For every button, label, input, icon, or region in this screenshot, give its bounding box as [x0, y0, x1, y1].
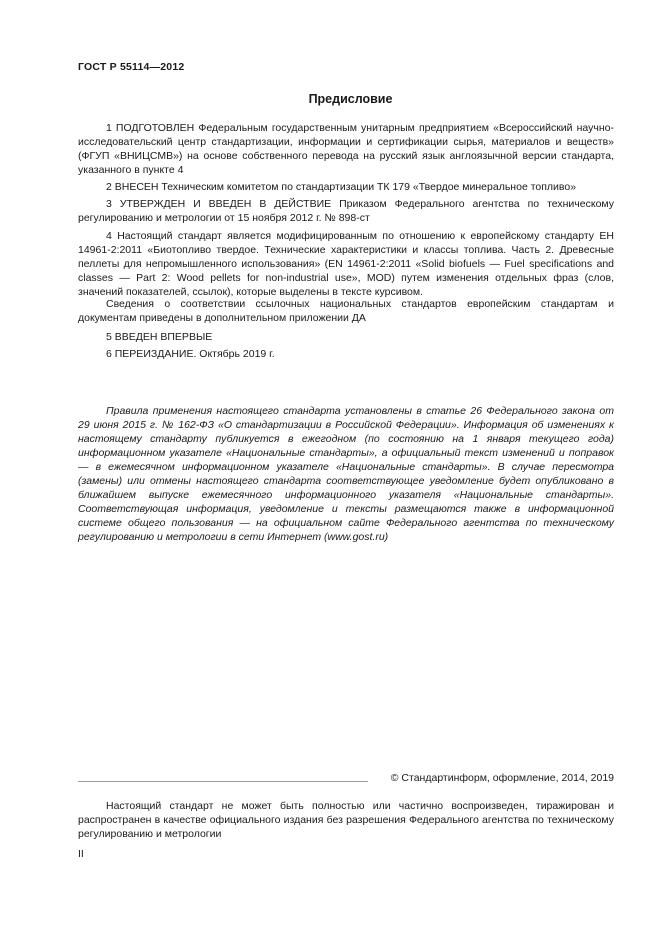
reproduction-restriction	[78, 799, 614, 841]
foreword-item-3	[78, 197, 614, 225]
foreword-item-text: 1 ПОДГОТОВЛЕН Федеральным государственным унитарным предприятием «Всероссийский научно-исследовательский центр стандартизации, информации и сертификации сырья, материалов и веществ» (ФГУП «ВНИЦСМВ») на основе собственного перевода на русский язык англоязычной версии стандарта, указанного в пункте 4	[78, 122, 614, 176]
copyright-line: © Стандартинформ, оформление, 2014, 2019	[390, 772, 614, 784]
copyright-divider	[78, 781, 368, 782]
notice-text: Правила применения настоящего стандарта установлены в статье 26 Федерального закона от 29 июня 2015 г. № 162-ФЗ «О стандартизации в Российской Федерации». Информация об изменениях к настоящему стандарту публикуется в ежегодном (по состоянию на 1 января текущего года) информационном указателе «Национальные стандарты», а официальный текст изменений и поправок — в ежемесячном информационном указателе «Национальные стандарты». В случае пересмотра (замены) или отмены настоящего стандарта соответствующее уведомление будет опубликовано в ближайшем выпуске ежемесячного информационного указателя «Национальные стандарты». Соответствующая информация, уведомление и тексты размещаются также в информационной системе общего пользования — на официальном сайте Федерального агентства по техническому регулированию и метрологии в сети Интернет (www.gost.ru)	[78, 405, 614, 543]
foreword-item-2	[78, 180, 614, 194]
foreword-item-text: 3 УТВЕРЖДЕН И ВВЕДЕН В ДЕЙСТВИЕ Приказом Федерального агентства по техническому регулированию и метрологии от 15 ноября 2012 г. № 898-ст	[78, 198, 614, 224]
section-title: Предисловие	[308, 92, 393, 106]
foreword-item-text: 6 ПЕРЕИЗДАНИЕ. Октябрь 2019 г.	[106, 348, 275, 360]
document-code: ГОСТ Р 55114—2012	[78, 61, 185, 73]
standard-application-notice	[78, 404, 614, 544]
foreword-item-6	[78, 347, 614, 361]
foreword-item-4	[78, 229, 614, 299]
foreword-item-5	[78, 330, 614, 344]
foreword-item-text: 4 Настоящий стандарт является модифицированным по отношению к европейскому стандарту ЕН 14961-2:2011 «Биотопливо твердое. Технические характеристики и классы топлива. Часть 2. Древесные пеллеты для непромышленного использования» (EN 14961-2:2011 «Solid biofuels — Fuel specifications and classes — Part 2: Wood pellets for non-industrial use», MOD) путем изменения отдельных фраз (слов, значений показателей, ссылок), которые выделены в тексте курсивом.	[78, 230, 614, 298]
foreword-item-text: 2 ВНЕСЕН Техническим комитетом по стандартизации ТК 179 «Твердое минеральное топливо»	[106, 181, 577, 193]
page-number: II	[78, 848, 84, 860]
restriction-text: Настоящий стандарт не может быть полностью или частично воспроизведен, тиражирован и распространен в качестве официального издания без разрешения Федерального агентства по техническому регулированию и метрологии	[78, 800, 614, 840]
foreword-item-1	[78, 121, 614, 177]
foreword-item-text: 5 ВВЕДЕН ВПЕРВЫЕ	[106, 331, 213, 343]
foreword-item-text: Сведения о соответствии ссылочных национальных стандартов европейским стандартам и документам приведены в дополнительном приложении ДА	[78, 298, 614, 324]
foreword-item-4-note	[78, 297, 614, 325]
